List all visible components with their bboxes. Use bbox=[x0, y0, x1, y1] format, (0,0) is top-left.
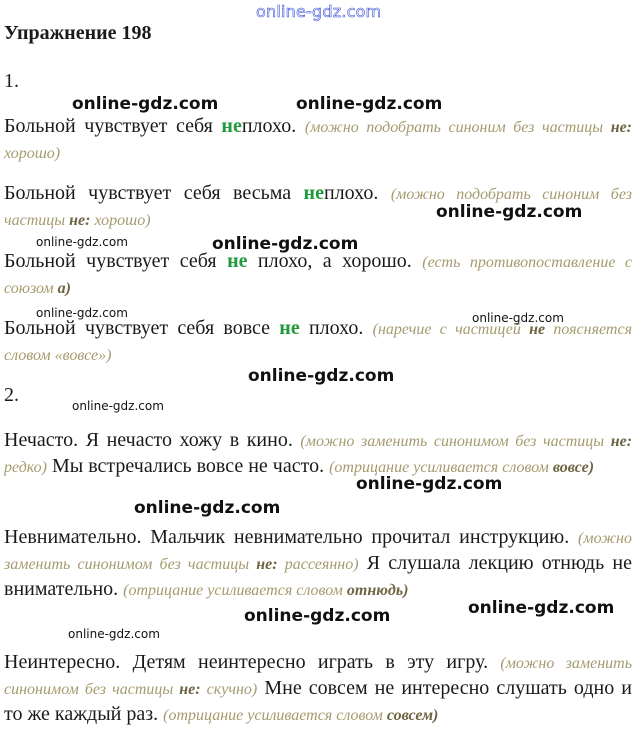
watermark: online-gdz.com bbox=[68, 627, 160, 641]
sentence-2: Больной чувствует себя весьма неплохо. (можно подобрать синоним без частицы не: хорошо) bbox=[4, 182, 632, 229]
section-number-2: 2. bbox=[4, 384, 19, 406]
watermark: online-gdz.com bbox=[134, 498, 281, 518]
watermark: online-gdz.com bbox=[356, 474, 503, 494]
watermark-top: online-gdz.com bbox=[256, 2, 382, 21]
paragraph-2: Невнимательно. Мальчик невнимательно прочитал инструкцию. (можно заменить синонимом без частицы не: рассеянно) Я слушала лекцию отнюдь не внимательно. (отрицание усиливается словом отнюдь) bbox=[4, 526, 632, 600]
section-number-1: 1. bbox=[4, 70, 19, 92]
watermark: online-gdz.com bbox=[212, 234, 359, 254]
watermark: online-gdz.com bbox=[472, 311, 564, 325]
sentence-4: Больной чувствует себя вовсе не плохо. (наречие с частицей не поясняется словом «вовсе») bbox=[4, 317, 632, 364]
paragraph-1: Нечасто. Я нечасто хожу в кино. (можно заменить синонимом без частицы не: редко) Мы встречались вовсе не часто. (отрицание усиливается словом вовсе) bbox=[4, 429, 633, 477]
sentence-1: Больной чувствует себя неплохо. (можно подобрать синоним без частицы не: хорошо) bbox=[4, 115, 632, 162]
watermark: online-gdz.com bbox=[36, 306, 128, 320]
sentence-3: Больной чувствует себя не плохо, а хорошо. (есть противопоставление с союзом а) bbox=[4, 250, 632, 297]
page-title: Упражнение 198 bbox=[4, 22, 152, 44]
watermark: online-gdz.com bbox=[72, 399, 164, 413]
watermark: online-gdz.com bbox=[36, 235, 128, 249]
watermark: online-gdz.com bbox=[244, 606, 391, 626]
watermark: online-gdz.com bbox=[436, 202, 583, 222]
watermark: online-gdz.com bbox=[296, 94, 443, 114]
watermark: online-gdz.com bbox=[248, 366, 395, 386]
paragraph-3: Неинтересно. Детям неинтересно играть в эту игру. (можно заменить синонимом без частицы не: скучно) Мне совсем не интересно слушать одно и то же каждый раз. (отрицание усиливается словом совсем) bbox=[4, 651, 632, 725]
watermark: online-gdz.com bbox=[72, 94, 219, 114]
watermark: online-gdz.com bbox=[468, 598, 615, 618]
